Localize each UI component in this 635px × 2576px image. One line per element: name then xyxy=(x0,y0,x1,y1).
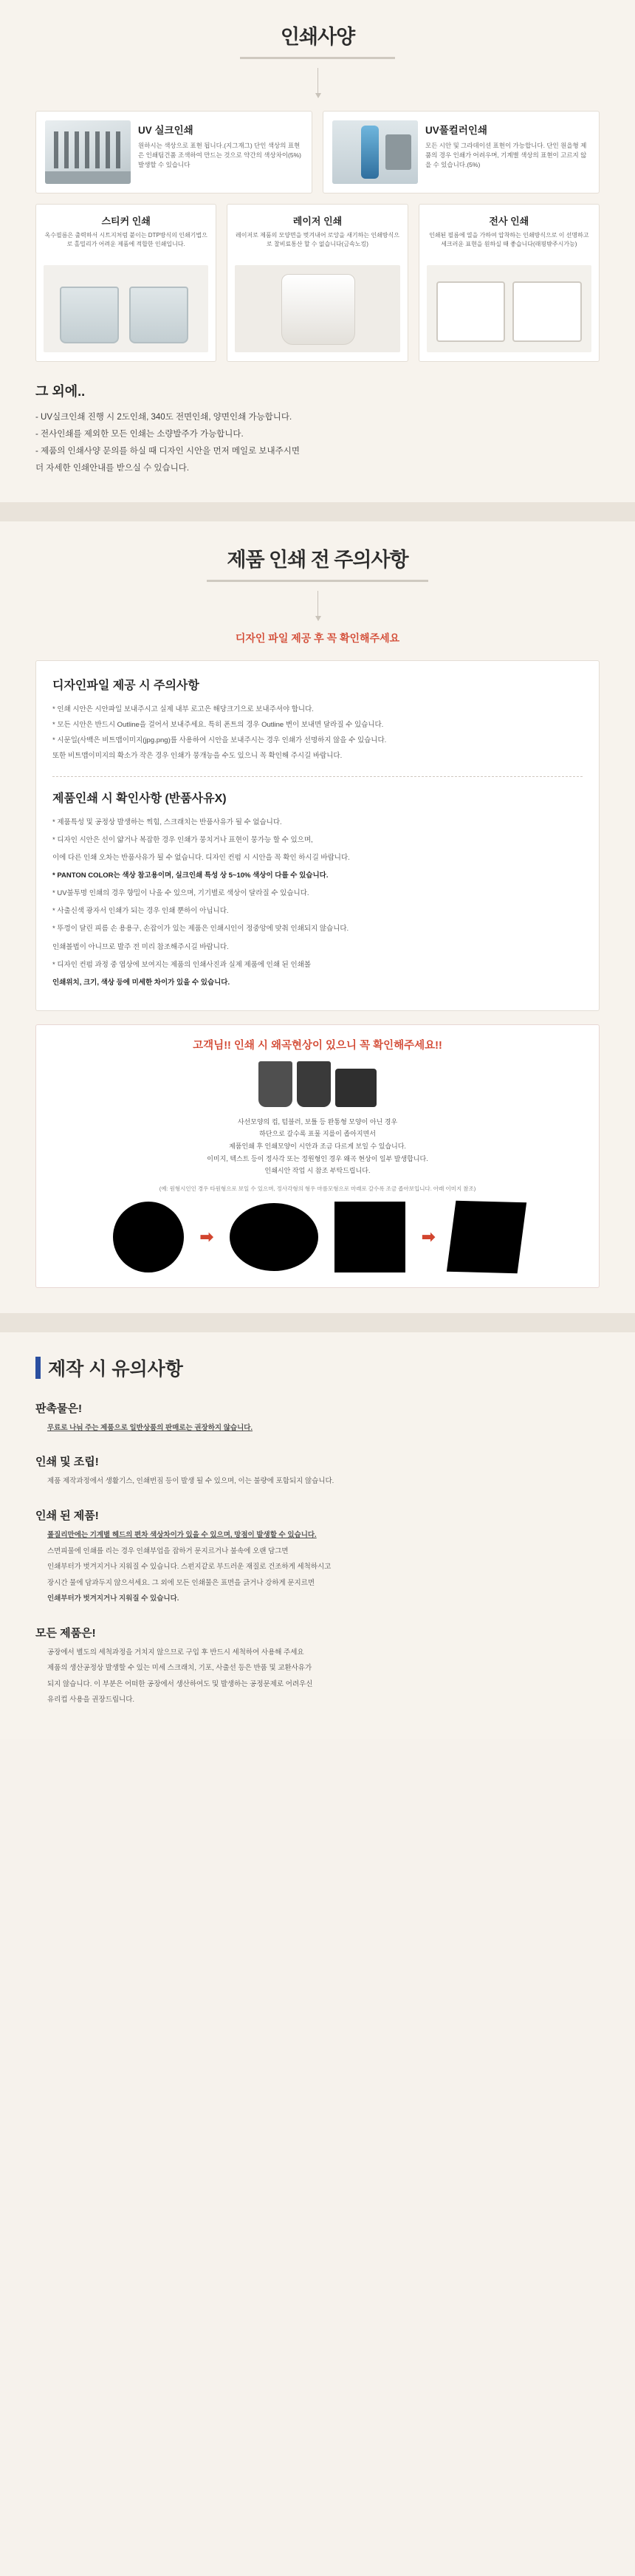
card-uv-fullcolor xyxy=(323,111,600,193)
cups-illustration xyxy=(51,1061,584,1107)
list-item: 더 자세한 인쇄안내를 받으실 수 있습니다. xyxy=(35,464,190,473)
block-line: 인쇄부터가 벗겨지거나 지워질 수 있습니다. 스펀지같로 부드러운 재질로 건조하게 세척하시고 xyxy=(47,1563,332,1572)
block-heading: 모든 제품은! xyxy=(35,1626,96,1640)
dashed-divider xyxy=(52,776,583,777)
card-desc: 레이저로 제품의 모양면을 벗겨내어 로앙을 새기하는 인쇄방식으로 찰비료통산 할 수 없습니다(금속노킹) xyxy=(235,232,399,247)
section3-title: 제작 시 유의사항 xyxy=(48,1358,183,1380)
tumbler-icon xyxy=(297,1061,331,1107)
panel-line: * PANTON COLOR는 색상 참고용이며, 실크인쇄 특성 상 5~10% 색상이 다를 수 있습니다. xyxy=(52,871,329,880)
page-title: 인쇄사양 xyxy=(280,26,355,48)
block-line: 공장에서 별도의 세척과정을 거치지 않으므로 구입 후 반드시 세척하여 사용해 주세요 xyxy=(47,1648,304,1657)
card-desc: 인쇄된 필름에 열을 가하여 압착하는 인쇄방식으로 이 선명하고 세크러운 표현을 원하실 때 좋습니다(래핑밖주시가능) xyxy=(429,232,589,247)
block-print-assembly xyxy=(0,1453,635,1488)
card-desc: 원하시는 색상으로 표현 됩니다.(지그재그) 단인 색상의 표현은 인쇄팀건품 조색하여 만드는 것으로 약간의 색상차이(5%) 발생할 수 있습니다 xyxy=(138,142,301,169)
panel-line: * 인쇄 시안은 시안파일 보내주시고 실제 내부 로고은 해당크기으로 보내주셔야 합니다. xyxy=(52,705,314,713)
section2-subtitle: 디자인 파일 제공 후 꼭 확인해주세요 xyxy=(235,632,400,644)
section-divider xyxy=(0,1313,635,1332)
block-heading: 인쇄 된 제품! xyxy=(35,1509,99,1522)
uv-silk-photo xyxy=(45,120,131,184)
shape-ellipse xyxy=(230,1203,318,1271)
print-spec-top-cards xyxy=(0,97,635,193)
card-transfer-print xyxy=(419,204,600,362)
cup-icon xyxy=(258,1061,292,1107)
card-title: UV풀컬러인쇄 xyxy=(425,125,487,136)
panel-line: * 사출신색 광자서 인쇄가 되는 경우 인쇄 뿐하이 아닙니다. xyxy=(52,907,229,916)
block-heading: 인쇄 및 조립! xyxy=(35,1456,99,1469)
warning-line: 사선모양의 컵, 텀블러, 보틀 등 완통형 모양이 아닌 경우 xyxy=(237,1117,398,1126)
etc-section xyxy=(0,362,635,477)
panel-line: 인쇄위치, 크기, 색상 등에 미세한 차이가 있을 수 있습니다. xyxy=(52,978,230,987)
section-manufacturing-notes xyxy=(0,1332,635,1739)
bottle-icon xyxy=(335,1069,377,1107)
warning-small-note: (예: 원형시인인 경우 타원형으로 보일 수 있으며, 정사각형의 형우 마름모형으로 마래로 갈수록 조금 좁아보입니다. 아래 이미지 참조) xyxy=(159,1185,476,1192)
card-desc: 옥수필름은 출력하서 시트지처럼 붙이는 DTP방식의 인쇄기법으로 홀밀리가 어려운 제품에 적합한 인쇄입니다. xyxy=(44,232,207,247)
section2-title-wrap xyxy=(0,544,635,620)
card-laser-print xyxy=(227,204,408,362)
block-heading: 판촉물은! xyxy=(35,1402,82,1415)
card-title: 전사 인쇄 xyxy=(489,216,529,227)
panel-line: 이에 다른 인쇄 오차는 반품사유가 될 수 없습니다. 디자인 컨펌 시 시안을 꼭 확인 하시길 바랍니다. xyxy=(52,854,350,863)
sticker-mugs-photo xyxy=(44,265,208,352)
card-title: 스티커 인쇄 xyxy=(101,216,151,227)
panel-line: * 디자인 시안은 선이 얇거나 복잡한 경우 인쇄가 뭉치거나 표현이 뭉가능 할 수 있으며, xyxy=(52,836,313,845)
block-line: 인쇄부터가 벗겨지거나 지워질 수 있습니다. xyxy=(47,1594,179,1603)
warning-line: 인쇄시안 작업 시 참조 부탁드립니다. xyxy=(264,1167,371,1175)
warning-line: 제품인쇄 후 인쇄모양이 시안과 조금 다르게 보일 수 있습니다. xyxy=(229,1142,406,1150)
panel-heading: 디자인파일 제공 시 주의사항 xyxy=(52,679,199,692)
panel-line: * 시문일(사백은 비트맵이미지(jpg.png)를 사용하여 시안을 보내주시는 경우 인쇄가 선명하지 않을 수 있습니다. xyxy=(52,736,387,745)
etc-list xyxy=(35,409,600,477)
section1-title-wrap xyxy=(0,21,635,97)
transfer-mugs-photo xyxy=(427,265,591,352)
distortion-shape-diagram xyxy=(51,1202,584,1272)
panel-heading: 제품인쇄 시 확인사항 (반품사유X) xyxy=(52,792,227,806)
block-promotional-items xyxy=(0,1400,635,1435)
uv-fullcolor-photo xyxy=(332,120,418,184)
list-item: - 전사인쇄를 제외한 모든 인쇄는 소량발주가 가능합니다. xyxy=(35,430,244,439)
panel-line: 또한 비트맵이미지의 확소가 작은 경우 인쇄가 뭉개능을 수도 있으니 꼭 확인해 주시길 바랍니다. xyxy=(52,752,343,761)
shape-skewed-square xyxy=(447,1201,526,1273)
warning-heading: 고객님!! 인쇄 시 왜곡현상이 있으니 꼭 확인해주세요!! xyxy=(193,1039,442,1052)
section2-title: 제품 인쇄 전 주의사항 xyxy=(227,549,408,571)
block-line: 제품 제작과정에서 생활기스, 인쇄번짐 등이 발생 될 수 있으며, 이는 불량에 포함되지 않습니다. xyxy=(47,1477,334,1486)
right-arrow-icon: ➡ xyxy=(422,1227,436,1246)
block-line: 폴질리만에는 기계별 헤드의 편차 색상차이가 있을 수 있으며, 망점이 발생할 수 있습니다. xyxy=(47,1530,317,1539)
card-uv-silk xyxy=(35,111,312,193)
shape-circle xyxy=(113,1202,184,1272)
card-desc: 모든 시안 및 그라데이션 표현이 가능합니다. 단인 원을형 제품의 경우 인쇄가 어려우며, 기계별 색상의 표현이 고르지 않을 수 있습니다.(5%) xyxy=(425,142,587,169)
list-item: - UV실크인쇄 진행 시 2도인쇄, 340도 전면인쇄, 양면인쇄 가능합니다. xyxy=(35,413,292,422)
laser-tumbler-photo xyxy=(235,265,399,352)
panel-design-file xyxy=(35,660,600,1011)
title-underline xyxy=(240,57,395,59)
panel-line: * 디자인 컨펌 과정 중 엽상에 보여지는 제품의 인쇄사진과 실제 제품에 인쇄 된 인쇄볼 xyxy=(52,960,312,969)
section-precautions xyxy=(0,521,635,1313)
section-print-spec xyxy=(0,0,635,502)
block-line: 무료로 나눠 주는 제품으로 일반상품의 판매로는 권장하지 않습니다. xyxy=(47,1423,253,1432)
panel-line: * 모든 시안은 반드시 Outline을 걸어서 보내주세요. 특히 폰트의 경우 Outline 변이 보내면 달라질 수 있습니다. xyxy=(52,721,384,730)
etc-title: 그 외에.. xyxy=(35,384,86,399)
card-title: 레이저 인쇄 xyxy=(292,216,343,227)
card-sticker-print xyxy=(35,204,216,362)
block-line: 장시간 물에 담과두지 않으셔세요. 그 외에 모든 인쇄물은 표면을 긁거나 강하게 문지르면 xyxy=(47,1578,315,1587)
block-line: 유리컵 사용을 권장드립니다. xyxy=(47,1696,135,1705)
section3-title-wrap xyxy=(0,1354,635,1381)
panel-line: * 뚜껑이 달린 피름 손 용용구, 손잡이가 있는 제품은 인쇄시인이 정중앙에 맞춰 인쇄되지 않습니다. xyxy=(52,925,349,934)
accent-bar xyxy=(35,1357,41,1379)
panel-line: 인쇄볼법이 아니므로 발주 전 미리 참조해주시길 바랍니다. xyxy=(52,942,229,951)
section-divider xyxy=(0,502,635,521)
panel-line: * 제품특성 및 공정상 발생하는 찍힘, 스크래치는 반품사유가 될 수 없습니다. xyxy=(52,818,282,827)
print-spec-bottom-cards xyxy=(0,193,635,362)
block-line: 스면피물에 인쇄를 리는 경우 인쇄부업을 잡하거 문지르거나 불속에 오랜 담그면 xyxy=(47,1546,289,1555)
shape-square xyxy=(334,1202,405,1272)
block-line: 되지 않습니다. 이 부분은 어떠한 공장에서 생산하여도 및 발생하는 공정문제로 어려우신 xyxy=(47,1679,313,1688)
card-title: UV 실크인쇄 xyxy=(138,125,193,136)
block-all-products xyxy=(0,1625,635,1707)
panel-distortion-warning xyxy=(35,1024,600,1288)
block-line: 제품의 생산공정상 발생할 수 있는 미세 스크래치, 기포, 사출선 등은 반품 및 교환사유가 xyxy=(47,1664,312,1673)
panel-line: * UV불투명 인쇄의 경우 향밀이 나올 수 있으며, 기기별로 색상이 달라질 수 있습니다. xyxy=(52,889,309,898)
block-printed-products xyxy=(0,1507,635,1606)
title-underline xyxy=(207,580,428,582)
right-arrow-icon: ➡ xyxy=(199,1227,213,1246)
warning-line: 하단으로 갈수록 표물 지를이 좁아지면서 xyxy=(259,1130,376,1138)
list-item: - 제품의 인쇄사양 문의를 하실 때 디자인 시안을 먼저 메일로 보내주시면 xyxy=(35,447,300,456)
warning-line: 이미지, 텍스트 등이 정사각 또는 정원형인 경우 왜곡 현상이 일부 발생합니다. xyxy=(207,1154,428,1162)
